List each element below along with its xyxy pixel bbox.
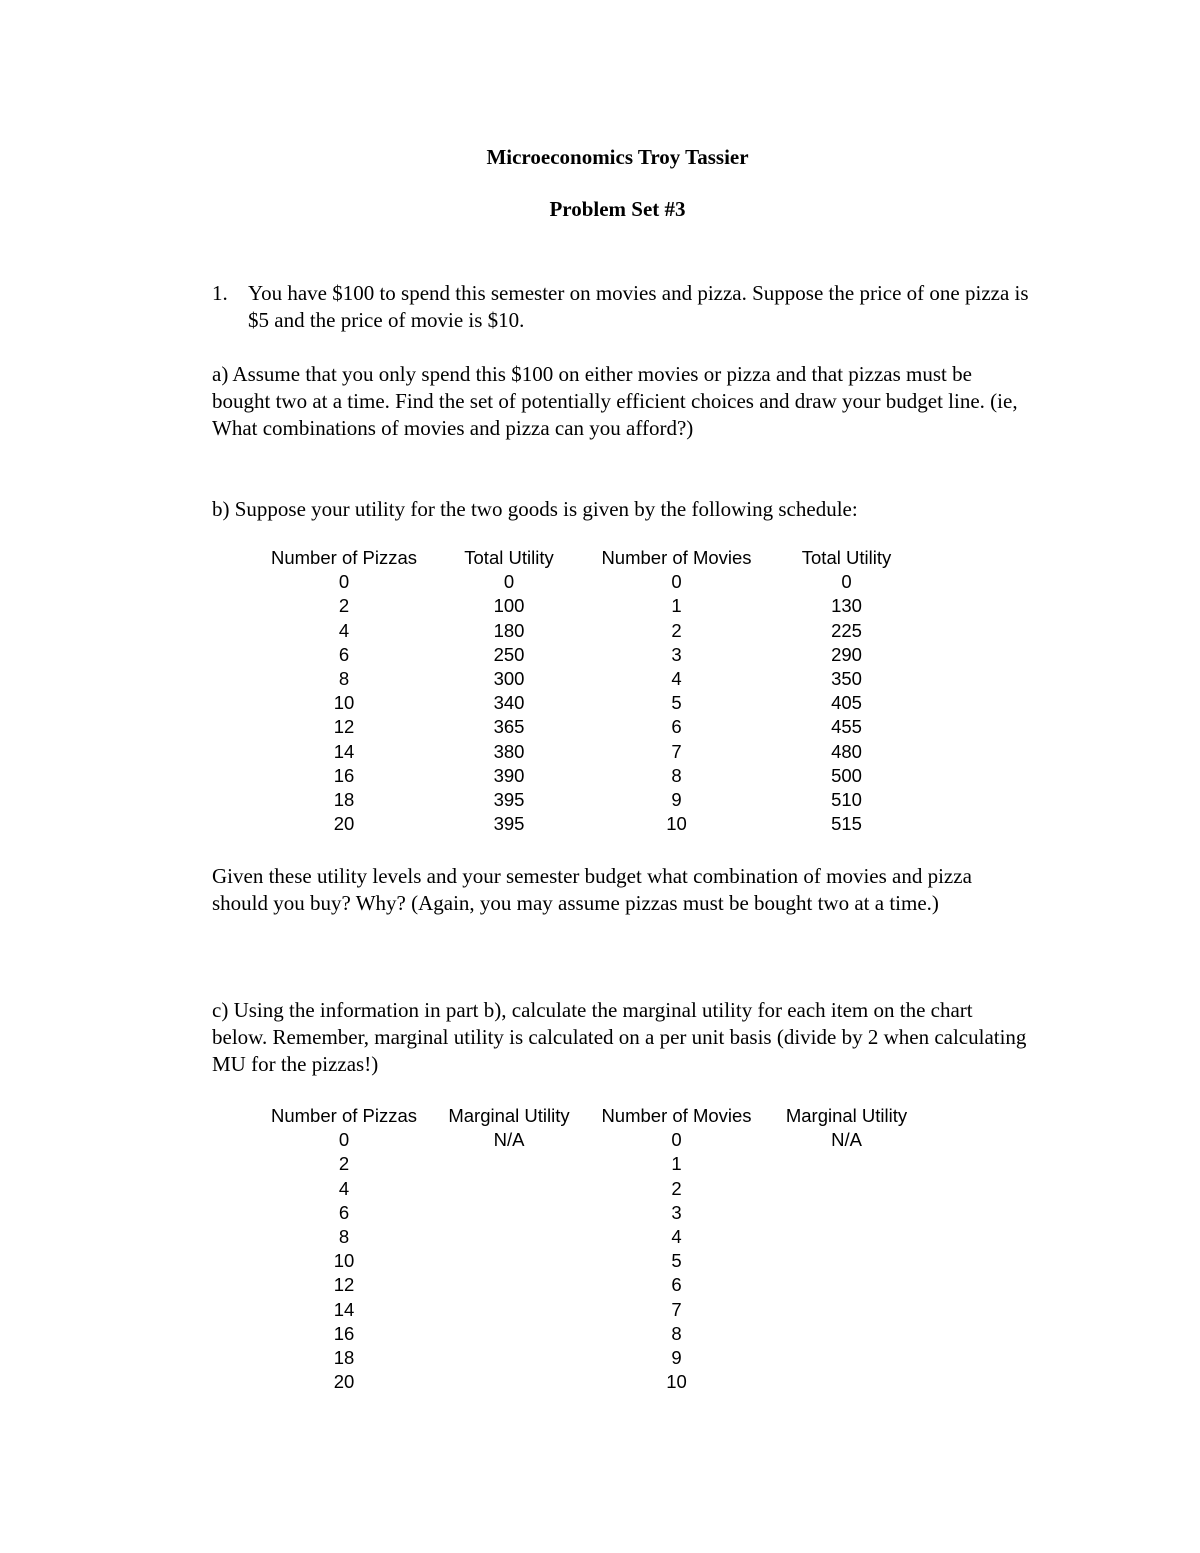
table-header-row	[254, 1104, 924, 1128]
table-row	[254, 1298, 924, 1322]
table-cell: 380	[493, 740, 525, 762]
column-header: Marginal Utility	[448, 1105, 570, 1126]
table-cell: 5	[671, 692, 682, 714]
column-header: Number of Movies	[601, 1105, 752, 1126]
table-cell: 7	[671, 1298, 682, 1320]
table-row	[254, 1346, 924, 1370]
table-cell: 130	[831, 595, 862, 617]
table-cell	[434, 1346, 584, 1370]
table-cell: 290	[831, 643, 862, 665]
table-cell: 225	[831, 619, 862, 641]
table-cell: 2	[338, 595, 350, 617]
table-row	[254, 1225, 924, 1249]
table-row	[254, 619, 924, 643]
table-cell: 4	[338, 619, 350, 641]
column-header: Marginal Utility	[785, 1105, 908, 1126]
part-a-text: a) Assume that you only spend this $100 on either movies or pizza and that pizzas must be bought two at a time. Find the set of potentially efficient choices and draw your budget line. (ie, What combinations of movies and pizza can you afford?)	[212, 362, 1018, 440]
table-cell: 515	[831, 813, 862, 835]
column-header: Total Utility	[464, 547, 554, 568]
column-header: Total Utility	[801, 547, 892, 568]
table-cell: 8	[338, 668, 350, 690]
table-row	[254, 594, 924, 618]
table-row	[254, 715, 924, 739]
table-cell: 6	[671, 1274, 682, 1296]
table-cell: 340	[493, 692, 525, 714]
table-cell: 18	[333, 789, 355, 811]
table-cell: 6	[338, 1201, 350, 1223]
table-cell: 8	[671, 1322, 682, 1344]
table-cell: 3	[671, 1201, 682, 1223]
table-cell	[769, 1298, 924, 1322]
table-cell: 2	[671, 619, 682, 641]
question-number: 1.	[212, 281, 228, 305]
table-cell	[434, 1298, 584, 1322]
table-cell: 2	[671, 1177, 682, 1199]
table-cell: 7	[671, 740, 682, 762]
column-header: Number of Movies	[601, 547, 752, 568]
table-cell: 390	[493, 764, 525, 786]
table-cell: 350	[831, 668, 862, 690]
table-cell	[769, 1370, 924, 1394]
table-cell: 8	[671, 764, 682, 786]
table-cell: 2	[338, 1153, 350, 1175]
table-cell	[769, 1249, 924, 1273]
table-cell: 10	[333, 692, 355, 714]
table-cell: 365	[493, 716, 525, 738]
table-cell: 510	[831, 789, 862, 811]
table-cell: 0	[841, 571, 852, 593]
table-row	[254, 788, 924, 812]
part-b-question: Given these utility levels and your semester budget what combination of movies and pizza should you buy? Why? (Again, you may assume pizzas must be bought two at a time.)	[212, 864, 972, 915]
table-cell: 4	[671, 1226, 682, 1248]
table-cell: 18	[333, 1347, 355, 1369]
table-row	[254, 812, 924, 836]
table-row	[254, 667, 924, 691]
table-cell	[769, 1322, 924, 1346]
table-cell: 9	[671, 1347, 682, 1369]
part-b-text: b) Suppose your utility for the two goods is given by the following schedule:	[212, 497, 858, 521]
table-row	[254, 1201, 924, 1225]
table-cell	[769, 1152, 924, 1176]
document-title: Microeconomics Troy Tassier	[486, 145, 749, 169]
table-cell: 0	[671, 1129, 682, 1151]
table-row	[254, 1177, 924, 1201]
table-cell: 16	[333, 1322, 355, 1344]
table-cell: 0	[503, 571, 515, 593]
table-cell: 12	[333, 716, 355, 738]
table-cell: 455	[831, 716, 862, 738]
table-cell	[769, 1177, 924, 1201]
table-row	[254, 740, 924, 764]
table-row	[254, 764, 924, 788]
table-cell: 180	[493, 619, 525, 641]
table-header-row	[254, 546, 924, 570]
table-cell: 1	[671, 1153, 682, 1175]
table-cell: 480	[831, 740, 862, 762]
table-cell: 14	[333, 740, 355, 762]
table-cell: 10	[666, 813, 687, 835]
table-cell	[434, 1201, 584, 1225]
column-header: Number of Pizzas	[271, 1105, 417, 1126]
table-cell	[434, 1370, 584, 1394]
column-header: Number of Pizzas	[271, 547, 417, 568]
table-row	[254, 570, 924, 594]
table-cell: 0	[338, 571, 350, 593]
table-cell: 16	[333, 764, 355, 786]
table-cell: 5	[671, 1250, 682, 1272]
table-cell	[434, 1177, 584, 1201]
table-cell	[434, 1225, 584, 1249]
table-cell: 100	[493, 595, 525, 617]
total-utility-table	[254, 546, 924, 836]
table-cell	[434, 1273, 584, 1297]
table-cell: 250	[493, 643, 525, 665]
table-cell: 4	[338, 1177, 350, 1199]
table-cell	[769, 1201, 924, 1225]
table-cell	[434, 1322, 584, 1346]
table-cell: N/A	[831, 1129, 862, 1151]
table-cell	[434, 1249, 584, 1273]
table-cell: 500	[831, 764, 862, 786]
table-cell: 300	[493, 668, 525, 690]
table-cell	[769, 1346, 924, 1370]
table-cell: 10	[666, 1371, 687, 1393]
table-cell: 395	[493, 789, 525, 811]
table-row	[254, 691, 924, 715]
table-cell: 9	[671, 789, 682, 811]
table-cell: 4	[671, 668, 682, 690]
question-1-text: You have $100 to spend this semester on movies and pizza. Suppose the price of one pizza is $5 and the price of movie is $10.	[248, 281, 1029, 332]
table-cell: 3	[671, 643, 682, 665]
table-cell: N/A	[493, 1129, 525, 1151]
marginal-utility-table	[254, 1104, 924, 1394]
table-cell	[434, 1152, 584, 1176]
table-cell: 6	[671, 716, 682, 738]
table-cell: 10	[333, 1250, 355, 1272]
table-row	[254, 1273, 924, 1297]
table-row	[254, 643, 924, 667]
table-cell: 0	[671, 571, 682, 593]
table-cell: 6	[338, 643, 350, 665]
table-row	[254, 1128, 924, 1152]
table-row	[254, 1322, 924, 1346]
table-row	[254, 1152, 924, 1176]
table-cell: 8	[338, 1226, 350, 1248]
part-c-text: c) Using the information in part b), calculate the marginal utility for each item on the chart below. Remember, marginal utility is calculated on a per unit basis (divide by 2 when calculating MU for the pizzas!)	[212, 998, 1027, 1076]
table-cell: 405	[831, 692, 862, 714]
table-cell: 20	[333, 813, 355, 835]
problem-set-title: Problem Set #3	[549, 197, 686, 221]
table-cell: 14	[333, 1298, 355, 1320]
table-cell	[769, 1225, 924, 1249]
table-cell	[769, 1273, 924, 1297]
table-row	[254, 1249, 924, 1273]
table-cell: 20	[333, 1371, 355, 1393]
table-row	[254, 1370, 924, 1394]
table-cell: 1	[671, 595, 682, 617]
table-cell: 395	[493, 813, 525, 835]
table-cell: 0	[338, 1129, 350, 1151]
table-cell: 12	[333, 1274, 355, 1296]
